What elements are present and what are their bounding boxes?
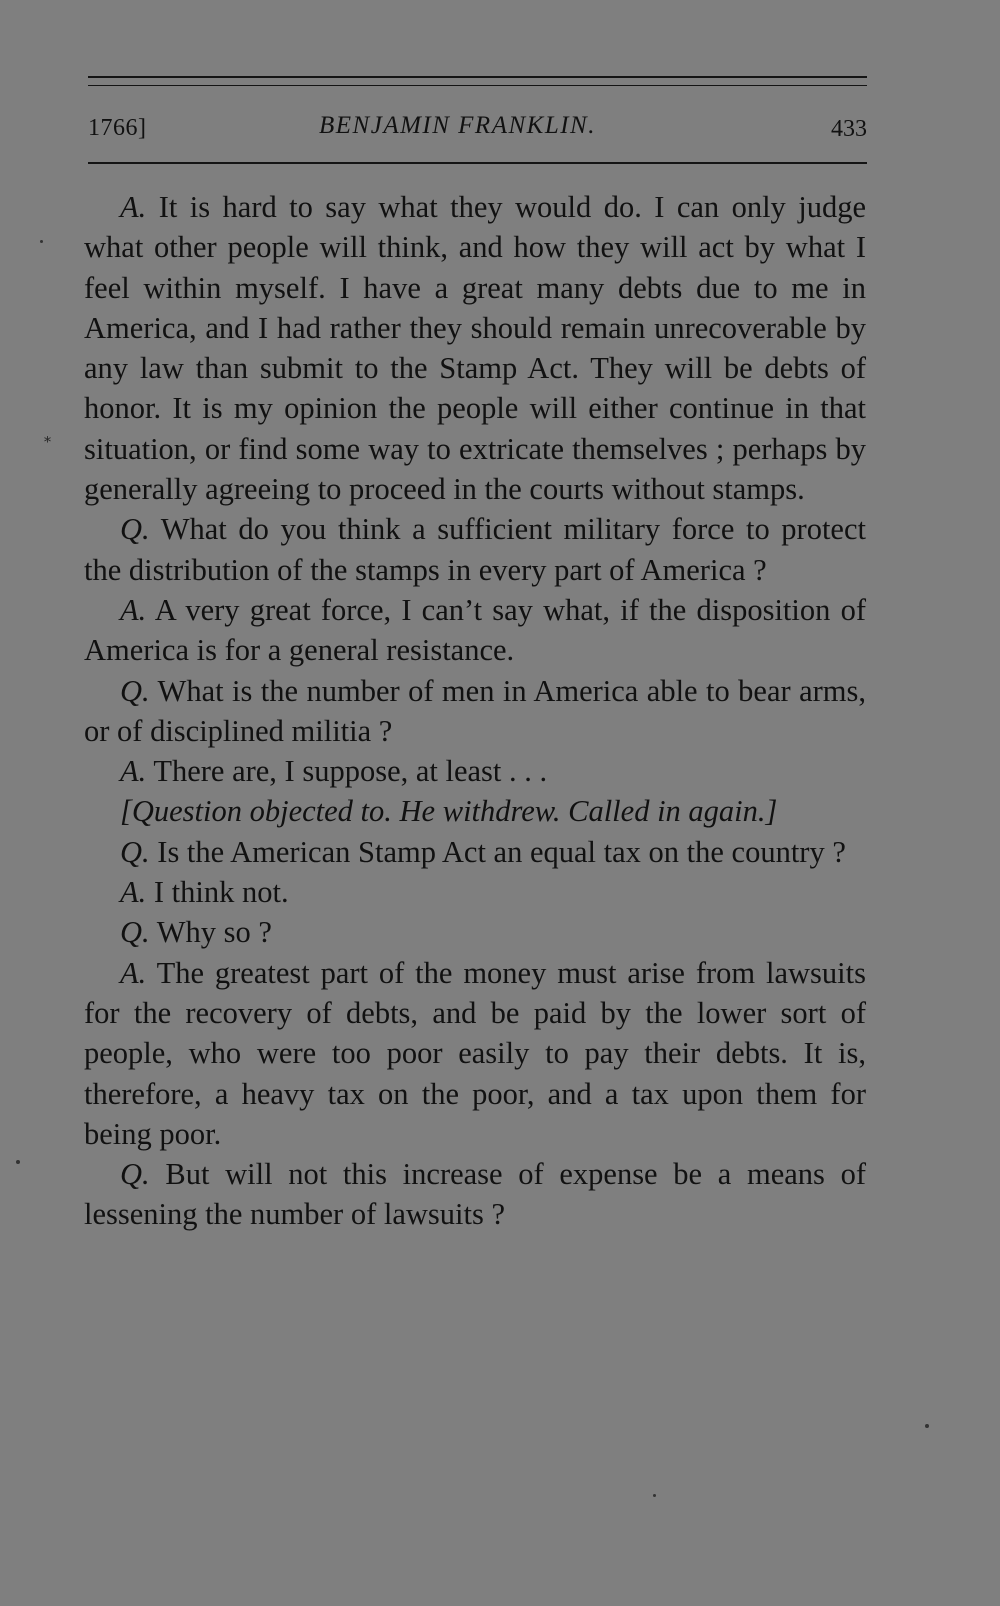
paragraph-text: What do you think a sufficient military force to protect the distribution of the stamps in every part of America ? (84, 512, 866, 587)
paragraph-question-4 (84, 912, 866, 952)
speaker-label: A. (120, 754, 147, 789)
paragraph-text: But will not this increase of expense be a means of lessening the number of lawsuits ? (84, 1157, 867, 1232)
paper-speck (16, 1160, 20, 1164)
paragraph-text: A very great force, I can’t say what, if the disposition of America is for a general resistance. (84, 592, 866, 668)
speaker-label: A. (120, 592, 147, 627)
paragraph-answer-4 (84, 872, 866, 912)
paragraph-question-3 (84, 832, 866, 872)
paper-speck (40, 240, 43, 243)
paragraph-question-5 (84, 1154, 866, 1235)
speaker-label: Q. (120, 915, 150, 950)
page-number: 433 (831, 116, 867, 142)
paragraph-answer-1 (84, 187, 866, 509)
speaker-label: A. (120, 190, 147, 224)
paper-speck (653, 1494, 656, 1497)
header-rule-top (88, 76, 867, 78)
paragraph-answer-2 (84, 590, 866, 671)
stage-direction (84, 791, 866, 831)
paragraph-text: Why so ? (156, 915, 272, 950)
running-head-title: BENJAMIN FRANKLIN. (319, 112, 596, 139)
paragraph-text: It is hard to say what they would do. I can only judge what other people will think, and how they will act by what I feel within myself. I have a great many debts due to me in America, and I had rather they should remain unrecoverable by any law than submit to the Stamp Act. They will be debts of honor. It is my opinion the people will either continue in that situation, or find some way to extricate themselves ; perhaps by generally agreeing to proceed in the courts without stamps. (84, 190, 866, 507)
paragraph-question-1 (84, 509, 866, 590)
speaker-label: Q. (120, 512, 150, 547)
speaker-label: A. (120, 875, 147, 910)
margin-mark: ⁎ (44, 431, 51, 446)
paragraph-answer-5 (84, 953, 866, 1154)
paragraph-text: What is the number of men in America able to bear arms, or of disciplined militia ? (84, 673, 866, 748)
paragraph-text: Is the American Stamp Act an equal tax on the country ? (157, 834, 846, 869)
paragraph-text: There are, I suppose, at least . . . (153, 754, 548, 789)
body-text (84, 187, 866, 1235)
running-head (88, 112, 867, 152)
paragraph-text: I think not. (153, 875, 289, 910)
paragraph-text: [Question objected to. He withdrew. Called in again.] (120, 794, 778, 829)
header-rule-top-thin (88, 85, 867, 86)
speaker-label: Q. (120, 834, 150, 869)
paper-speck (925, 1424, 929, 1428)
speaker-label: Q. (120, 1157, 150, 1192)
speaker-label: A. (120, 955, 147, 990)
paragraph-question-2 (84, 671, 866, 752)
speaker-label: Q. (120, 673, 150, 708)
paragraph-text: The greatest part of the money must arise from lawsuits for the recovery of debts, and be paid by the lower sort of people, who were too poor easily to pay their debts. It is, therefore, a heavy tax on the poor, and a tax upon them for being poor. (84, 955, 866, 1151)
paragraph-answer-3 (84, 751, 866, 791)
header-rule-bottom (88, 162, 867, 164)
running-head-year: 1766] (88, 115, 147, 141)
